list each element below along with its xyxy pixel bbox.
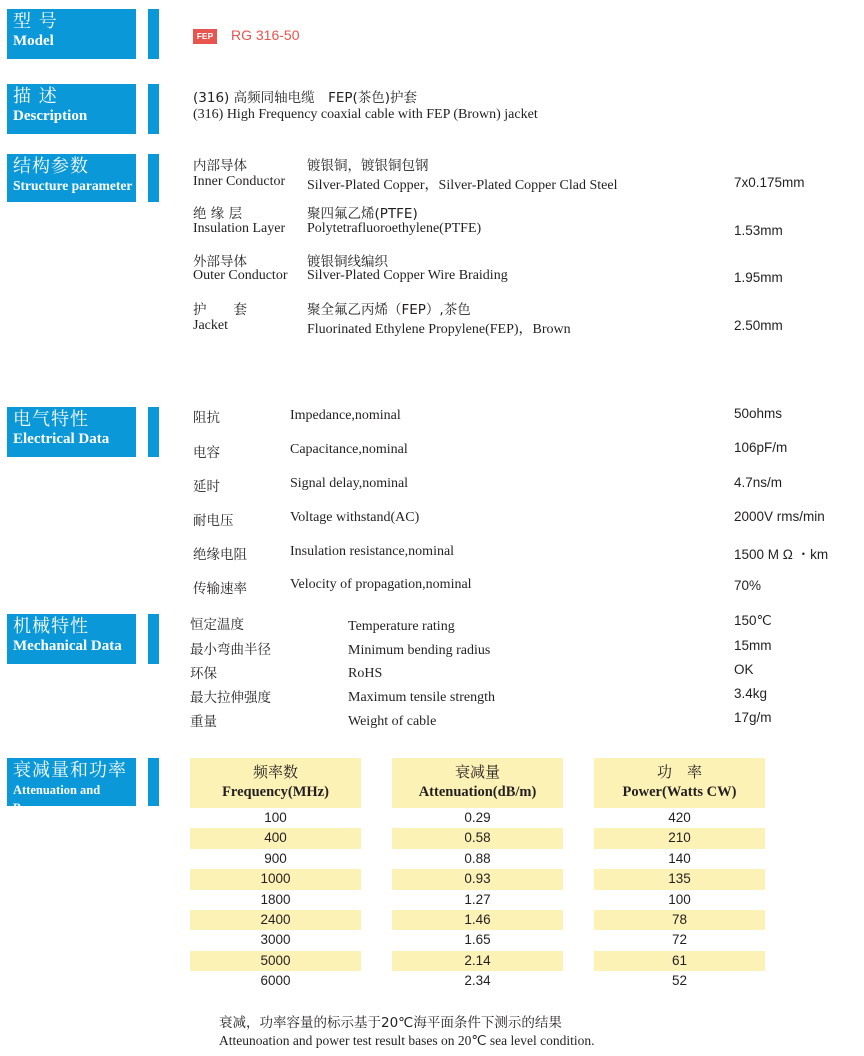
model-name: RG 316-50 (231, 27, 300, 43)
electrical-label-en: Impedance,nominal (290, 408, 401, 423)
table-cell: 100 (668, 891, 691, 907)
section-description-label (7, 84, 136, 134)
table-cell: 78 (594, 910, 765, 930)
electrical-value: 1500 M Ω ・km (734, 547, 829, 562)
structure-material-en: Silver-Plated Copper Wire Braiding (307, 268, 508, 283)
section-structure-bar (148, 154, 159, 202)
mechanical-value: 3.4kg (734, 686, 768, 701)
mechanical-label-en: Minimum bending radius (348, 643, 491, 658)
electrical-label-zh: 传输速率 (193, 581, 247, 597)
section-attenuation-label (7, 758, 136, 815)
footnote-en: Atteunoation and power test result bases on 20℃ sea level condition. (219, 1033, 595, 1048)
table-cell: 1800 (260, 891, 291, 907)
section-attenuation-bar (148, 758, 159, 806)
structure-material-en: Polytetrafluoroethylene(PTFE) (307, 221, 482, 236)
table-cell: 135 (594, 869, 765, 889)
fep-badge: FEP (193, 29, 217, 44)
table-cell: 61 (594, 951, 765, 971)
table-header-zh: 功 率 (656, 763, 702, 781)
electrical-value: 70% (734, 578, 762, 593)
section-structure-zh: 结构参数 (13, 156, 89, 177)
section-electrical-zh: 电气特性 (13, 409, 89, 430)
table-cell: 0.58 (392, 828, 563, 848)
electrical-label-en: Capacitance,nominal (290, 442, 408, 457)
table-header (594, 758, 765, 808)
mechanical-label-zh: 重量 (190, 714, 217, 730)
electrical-label-zh: 延时 (193, 479, 220, 495)
electrical-label-en: Insulation resistance,nominal (290, 544, 455, 559)
structure-value: 2.50mm (734, 318, 783, 333)
electrical-label-en: Voltage withstand(AC) (290, 510, 420, 525)
mechanical-label-zh: 最小弯曲半径 (190, 642, 271, 658)
section-mechanical-label (7, 614, 136, 664)
electrical-label-en: Velocity of propagation,nominal (290, 577, 472, 592)
table-col-attenuation (392, 758, 563, 992)
section-model-bar (148, 9, 159, 59)
mechanical-value: 150℃ (734, 613, 772, 628)
structure-label-zh: 外部导体 (193, 254, 247, 270)
structure-value: 1.53mm (734, 223, 783, 238)
section-model-label (7, 9, 136, 59)
structure-material-en: Silver-Plated Copper，Silver-Plated Copper Clad Steel (307, 178, 618, 193)
mechanical-label-en: Maximum tensile strength (348, 690, 495, 705)
footnote-zh: 衰减，功率容量的标示基于20℃海平面条件下测示的结果 (219, 1015, 562, 1031)
section-model-zh: 型 号 (13, 11, 58, 32)
section-mechanical-en: Mechanical Data (13, 638, 122, 654)
table-cell: 0.29 (464, 810, 491, 825)
section-electrical-label (7, 407, 136, 457)
table-cell: 2.34 (464, 973, 491, 989)
electrical-label-zh: 绝缘电阻 (193, 547, 247, 563)
electrical-value: 4.7ns/m (734, 475, 783, 490)
electrical-value: 50ohms (734, 406, 783, 421)
mechanical-value: 15mm (734, 638, 772, 653)
structure-label-en: Inner Conductor (193, 174, 286, 189)
table-cell: 400 (190, 828, 361, 848)
description-zh: (316) 高频同轴电缆 FEP(茶色)护套 (193, 90, 418, 106)
section-mechanical-zh: 机械特性 (13, 616, 89, 637)
table-cell: 1000 (190, 869, 361, 889)
table-cell: 100 (264, 810, 287, 825)
section-electrical-bar (148, 407, 159, 457)
mechanical-value: 17g/m (734, 710, 772, 725)
electrical-label-zh: 电容 (193, 445, 220, 461)
structure-label-en: Outer Conductor (193, 268, 288, 283)
structure-material-zh: 聚四氟乙烯(PTFE) (307, 206, 418, 222)
structure-label-en: Insulation Layer (193, 221, 286, 236)
table-cell: 1.46 (392, 910, 563, 930)
electrical-label-zh: 耐电压 (193, 513, 234, 529)
mechanical-label-en: Temperature rating (348, 619, 455, 634)
section-attenuation-en: Attenuation and Power (13, 783, 101, 815)
table-cell: 210 (594, 828, 765, 848)
section-attenuation-zh: 衰减量和功率 (13, 760, 127, 781)
mechanical-label-en: Weight of cable (348, 714, 437, 729)
table-header-en: Frequency(MHz) (222, 784, 329, 800)
table-cell: 2400 (190, 910, 361, 930)
electrical-label-zh: 阻抗 (193, 410, 220, 426)
electrical-label-en: Signal delay,nominal (290, 476, 409, 491)
table-col-power (594, 758, 765, 992)
table-cell: 52 (671, 973, 688, 989)
mechanical-value: OK (734, 662, 754, 677)
table-cell: 1.65 (464, 932, 491, 948)
table-header (190, 758, 361, 808)
table-cell: 2.14 (392, 951, 563, 971)
electrical-value: 106pF/m (734, 440, 788, 455)
structure-material-zh: 镀银铜线编织 (307, 254, 388, 270)
table-cell: 420 (668, 810, 691, 825)
table-header-en: Power(Watts CW) (622, 784, 737, 800)
table-cell: 0.93 (392, 869, 563, 889)
mechanical-label-zh: 环保 (190, 666, 217, 682)
structure-value: 1.95mm (734, 270, 783, 285)
table-cell: 900 (264, 850, 287, 866)
section-mechanical-bar (148, 614, 159, 664)
structure-label-en: Jacket (193, 318, 228, 333)
mechanical-label-en: RoHS (348, 666, 383, 681)
structure-label-zh: 内部导体 (193, 158, 247, 174)
section-description-en: Description (13, 108, 88, 124)
table-cell: 6000 (260, 973, 291, 989)
table-header (392, 758, 563, 808)
structure-material-zh: 镀银铜，镀银铜包钢 (307, 158, 429, 174)
section-electrical-en: Electrical Data (13, 431, 110, 447)
table-cell: 0.88 (464, 850, 491, 866)
section-structure-en: Structure parameter (13, 178, 133, 193)
table-col-frequency (190, 758, 361, 992)
table-cell: 3000 (260, 932, 291, 948)
section-model-en: Model (13, 33, 54, 49)
table-cell: 140 (668, 850, 691, 866)
structure-value: 7x0.175mm (734, 175, 805, 190)
table-cell: 72 (671, 932, 688, 948)
table-header-zh: 频率数 (252, 763, 298, 781)
table-cell: 5000 (190, 951, 361, 971)
section-structure-label (7, 154, 136, 202)
table-header-zh: 衰减量 (454, 763, 500, 781)
section-description-bar (148, 84, 159, 134)
table-header-en: Attenuation(dB/m) (418, 784, 537, 800)
description-en: (316) High Frequency coaxial cable with FEP (Brown) jacket (193, 107, 538, 122)
structure-label-zh: 护 套 (193, 302, 247, 318)
section-description-zh: 描 述 (13, 86, 58, 107)
electrical-value: 2000V rms/min (734, 509, 825, 524)
structure-material-zh: 聚全氟乙丙烯（FEP）,茶色 (307, 302, 471, 318)
structure-label-zh: 绝 缘 层 (193, 206, 243, 222)
mechanical-label-zh: 最大拉伸强度 (190, 690, 271, 706)
table-cell: 1.27 (464, 891, 491, 907)
mechanical-label-zh: 恒定温度 (190, 617, 244, 633)
structure-material-en: Fluorinated Ethylene Propylene(FEP)，Brown (307, 322, 571, 337)
